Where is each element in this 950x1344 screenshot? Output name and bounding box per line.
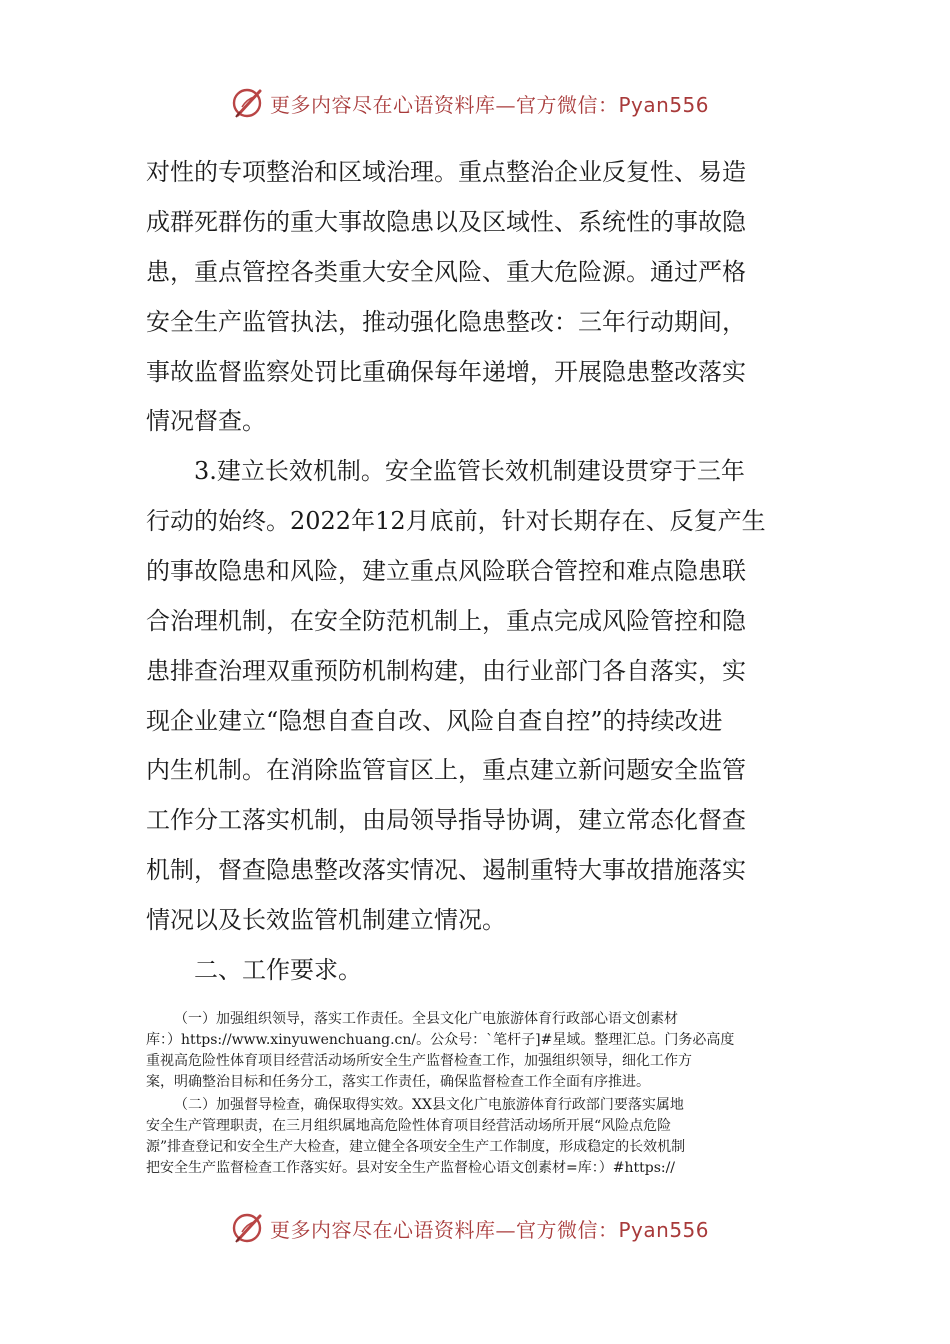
body-line: 情况督查。 bbox=[146, 407, 266, 435]
pen-circle-logo-icon bbox=[230, 1210, 266, 1246]
body-line: 的事故隐患和风险，建立重点风险联合管控和难点隐患联 bbox=[146, 557, 746, 585]
small-text-line: 安全生产管理职责，在三月组织属地高危险性体育项目经营活动场所开展“风险点危险 bbox=[146, 1118, 672, 1134]
body-line: 机制，督查隐患整改落实情况、遏制重特大事故措施落实 bbox=[146, 856, 746, 884]
small-text-line: 案，明确整治目标和任务分工，落实工作责任，确保监督检查工作全面有序推进。 bbox=[146, 1074, 650, 1090]
body-line: 患排查治理双重预防机制构建，由行业部门各自落实，实 bbox=[146, 657, 746, 685]
section-heading: 二、工作要求。 bbox=[194, 956, 362, 984]
banner-text: 更多内容尽在心语资料库—官方微信：Pyan556 bbox=[270, 1217, 710, 1242]
small-text-line: （一）加强组织领导，落实工作责任。全县文化广电旅游体育行政部心语文创素材 bbox=[174, 1011, 678, 1027]
body-line: 患，重点管控各类重大安全风险、重大危险源。通过严格 bbox=[146, 258, 746, 286]
pen-circle-logo-icon bbox=[230, 85, 266, 121]
small-text-line: 把安全生产监督检查工作落实好。县对安全生产监督检心语文创素材=库：）#https:// bbox=[146, 1160, 676, 1176]
body-line: 内生机制。在消除监管盲区上，重点建立新问题安全监管 bbox=[146, 756, 746, 784]
footer-watermark-banner bbox=[230, 1208, 750, 1248]
body-line: 情况以及长效监管机制建立情况。 bbox=[146, 906, 506, 934]
small-text-line: 库：）https://www.xinyuwenchuang.cn/。公众号：`笔杆子]#星域。整理汇总。门务必高度 bbox=[146, 1032, 735, 1048]
banner-text: 更多内容尽在心语资料库—官方微信：Pyan556 bbox=[270, 92, 710, 117]
small-text-line: （二）加强督导检查，确保取得实效。XX县文化广电旅游体育行政部门要落实属地 bbox=[174, 1097, 684, 1113]
body-line: 事故监督监察处罚比重确保每年递增，开展隐患整改落实 bbox=[146, 358, 746, 386]
body-line: 现企业建立“隐想自查自改、风险自查自控”的持续改进 bbox=[146, 707, 723, 735]
body-line: 成群死群伤的重大事故隐患以及区域性、系统性的事故隐 bbox=[146, 208, 746, 236]
body-line: 安全生产监管执法，推动强化隐患整改：三年行动期间， bbox=[146, 308, 746, 336]
body-line: 合治理机制，在安全防范机制上，重点完成风险管控和隐 bbox=[146, 607, 746, 635]
header-watermark-banner bbox=[230, 83, 750, 123]
small-text-line: 重视高危险性体育项目经营活动场所安全生产监督检查工作，加强组织领导，细化工作方 bbox=[146, 1053, 692, 1069]
body-line: 对性的专项整治和区域治理。重点整治企业反复性、易造 bbox=[146, 158, 746, 186]
body-line: 行动的始终。2022年12月底前，针对长期存在、反复产生 bbox=[146, 507, 766, 535]
body-line: 3.建立长效机制。安全监管长效机制建设贯穿于三年 bbox=[194, 457, 745, 485]
small-text-line: 源”排查登记和安全生产大检查，建立健全各项安全生产工作制度，形成稳定的长效机制 bbox=[146, 1139, 686, 1155]
body-line: 工作分工落实机制，由局领导指导协调，建立常态化督查 bbox=[146, 806, 746, 834]
